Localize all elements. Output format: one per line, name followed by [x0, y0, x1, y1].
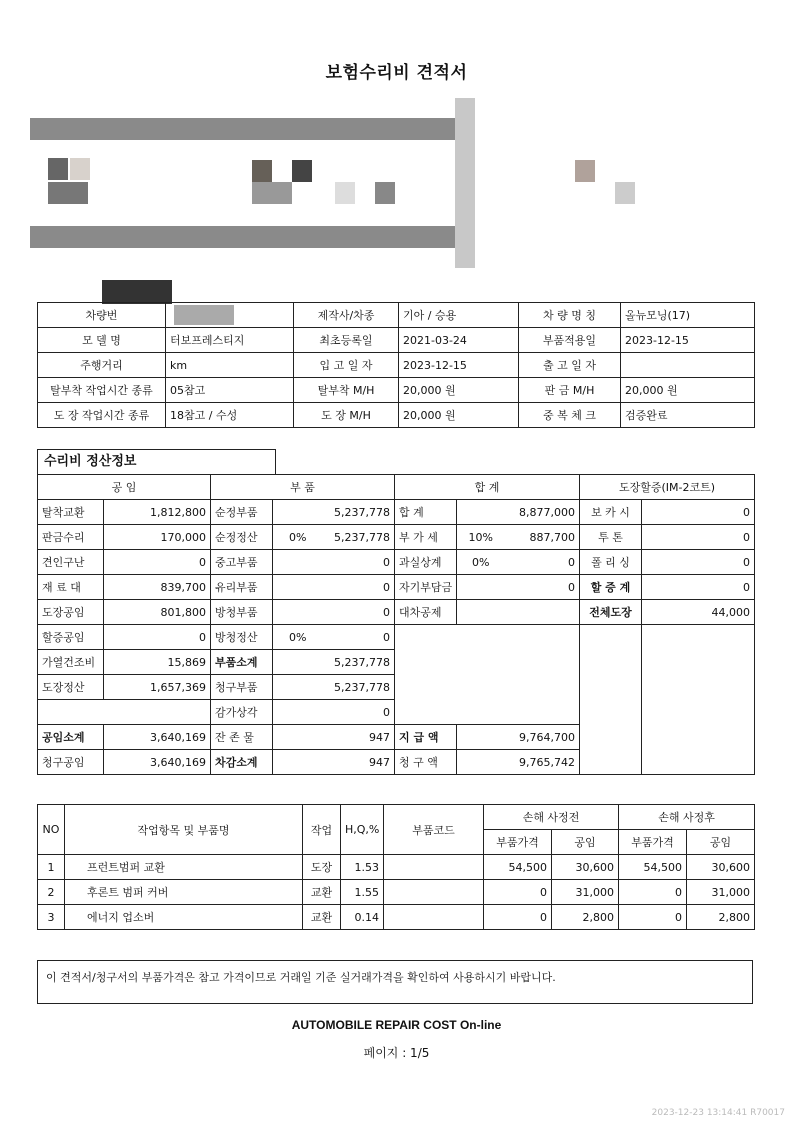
table-row: 도장공임 801,800 방청부품 0 대차공제 전체도장 44,000 [38, 600, 755, 625]
table-row: 판금수리 170,000 순정정산 0% 5,237,778 부 가 세 10% 887,700 투 톤 0 [38, 525, 755, 550]
table-row: 감가상각 0 [38, 700, 755, 725]
table-row: 견인구난 0 중고부품 0 과실상계 0% 0 폴 리 싱 0 [38, 550, 755, 575]
table-row: 3 에너지 업소버 교환 0.14 0 2,800 0 2,800 [38, 905, 755, 930]
table-row: 차량번 제작사/차종 기아 / 승용 차 량 명 칭 올뉴모닝(17) [38, 303, 755, 328]
document-title: 보험수리비 견적서 [325, 63, 468, 83]
table-row: 탈부착 작업시간 종류 05참고 탈부착 M/H 20,000 원 판 금 M/H 20,000 원 [38, 378, 755, 403]
table-row: 공임소계 3,640,169 잔 존 물 947 지 급 액 9,764,700 [38, 725, 755, 750]
table-row: 1 프런트범퍼 교환 도장 1.53 54,500 30,600 54,500 30,600 [38, 855, 755, 880]
table-row: 할증공임 0 방청정산 0% 0 [38, 625, 755, 650]
settlement-table [37, 474, 755, 775]
work-items-table [37, 804, 755, 930]
table-row: 2 후론트 범퍼 커버 교환 1.55 0 31,000 0 31,000 [38, 880, 755, 905]
page-number: 페이지 : 1/5 [363, 1046, 430, 1060]
table-row: 주행거리 km 입 고 일 자 2023-12-15 출 고 일 자 [38, 353, 755, 378]
footer-brand: AUTOMOBILE REPAIR COST On-line [291, 1018, 502, 1032]
table-row: 가열건조비 15,869 부품소계 5,237,778 [38, 650, 755, 675]
table-row: 청구공임 3,640,169 차감소계 947 청 구 액 9,765,742 [38, 750, 755, 775]
vehicle-info-table [37, 302, 755, 428]
table-row: 탈착교환 1,812,800 순정부품 5,237,778 합 계 8,877,000 보 카 시 0 [38, 500, 755, 525]
print-timestamp: 2023-12-23 13:14:41 R70017 [651, 1108, 785, 1118]
table-row: 재 료 대 839,700 유리부품 0 자기부담금 0 할 증 계 0 [38, 575, 755, 600]
redacted-header [30, 98, 730, 273]
settlement-section-title: 수리비 정산정보 [37, 449, 276, 474]
table-row: 부품가격 공임 부품가격 공임 [38, 830, 755, 855]
table-row: 모 델 명 터보프레스티지 최초등록일 2021-03-24 부품적용일 2023-12-15 [38, 328, 755, 353]
disclaimer-note: 이 견적서/청구서의 부품가격은 참고 가격이므로 거래일 기준 실거래가격을 확인하여 사용하시기 바랍니다. [37, 960, 753, 1004]
table-row: 도장정산 1,657,369 청구부품 5,237,778 [38, 675, 755, 700]
table-row: 도 장 작업시간 종류 18참고 / 수성 도 장 M/H 20,000 원 중 복 체 크 검증완료 [38, 403, 755, 428]
table-row: 공 임 부 품 합 계 도장할증(IM-2코트) [38, 475, 755, 500]
vehicle-section-label [40, 280, 170, 302]
table-row: NO 작업항목 및 부품명 작업 H,Q,% 부품코드 손해 사정전 손해 사정후 [38, 805, 755, 830]
plate-number [166, 303, 294, 328]
